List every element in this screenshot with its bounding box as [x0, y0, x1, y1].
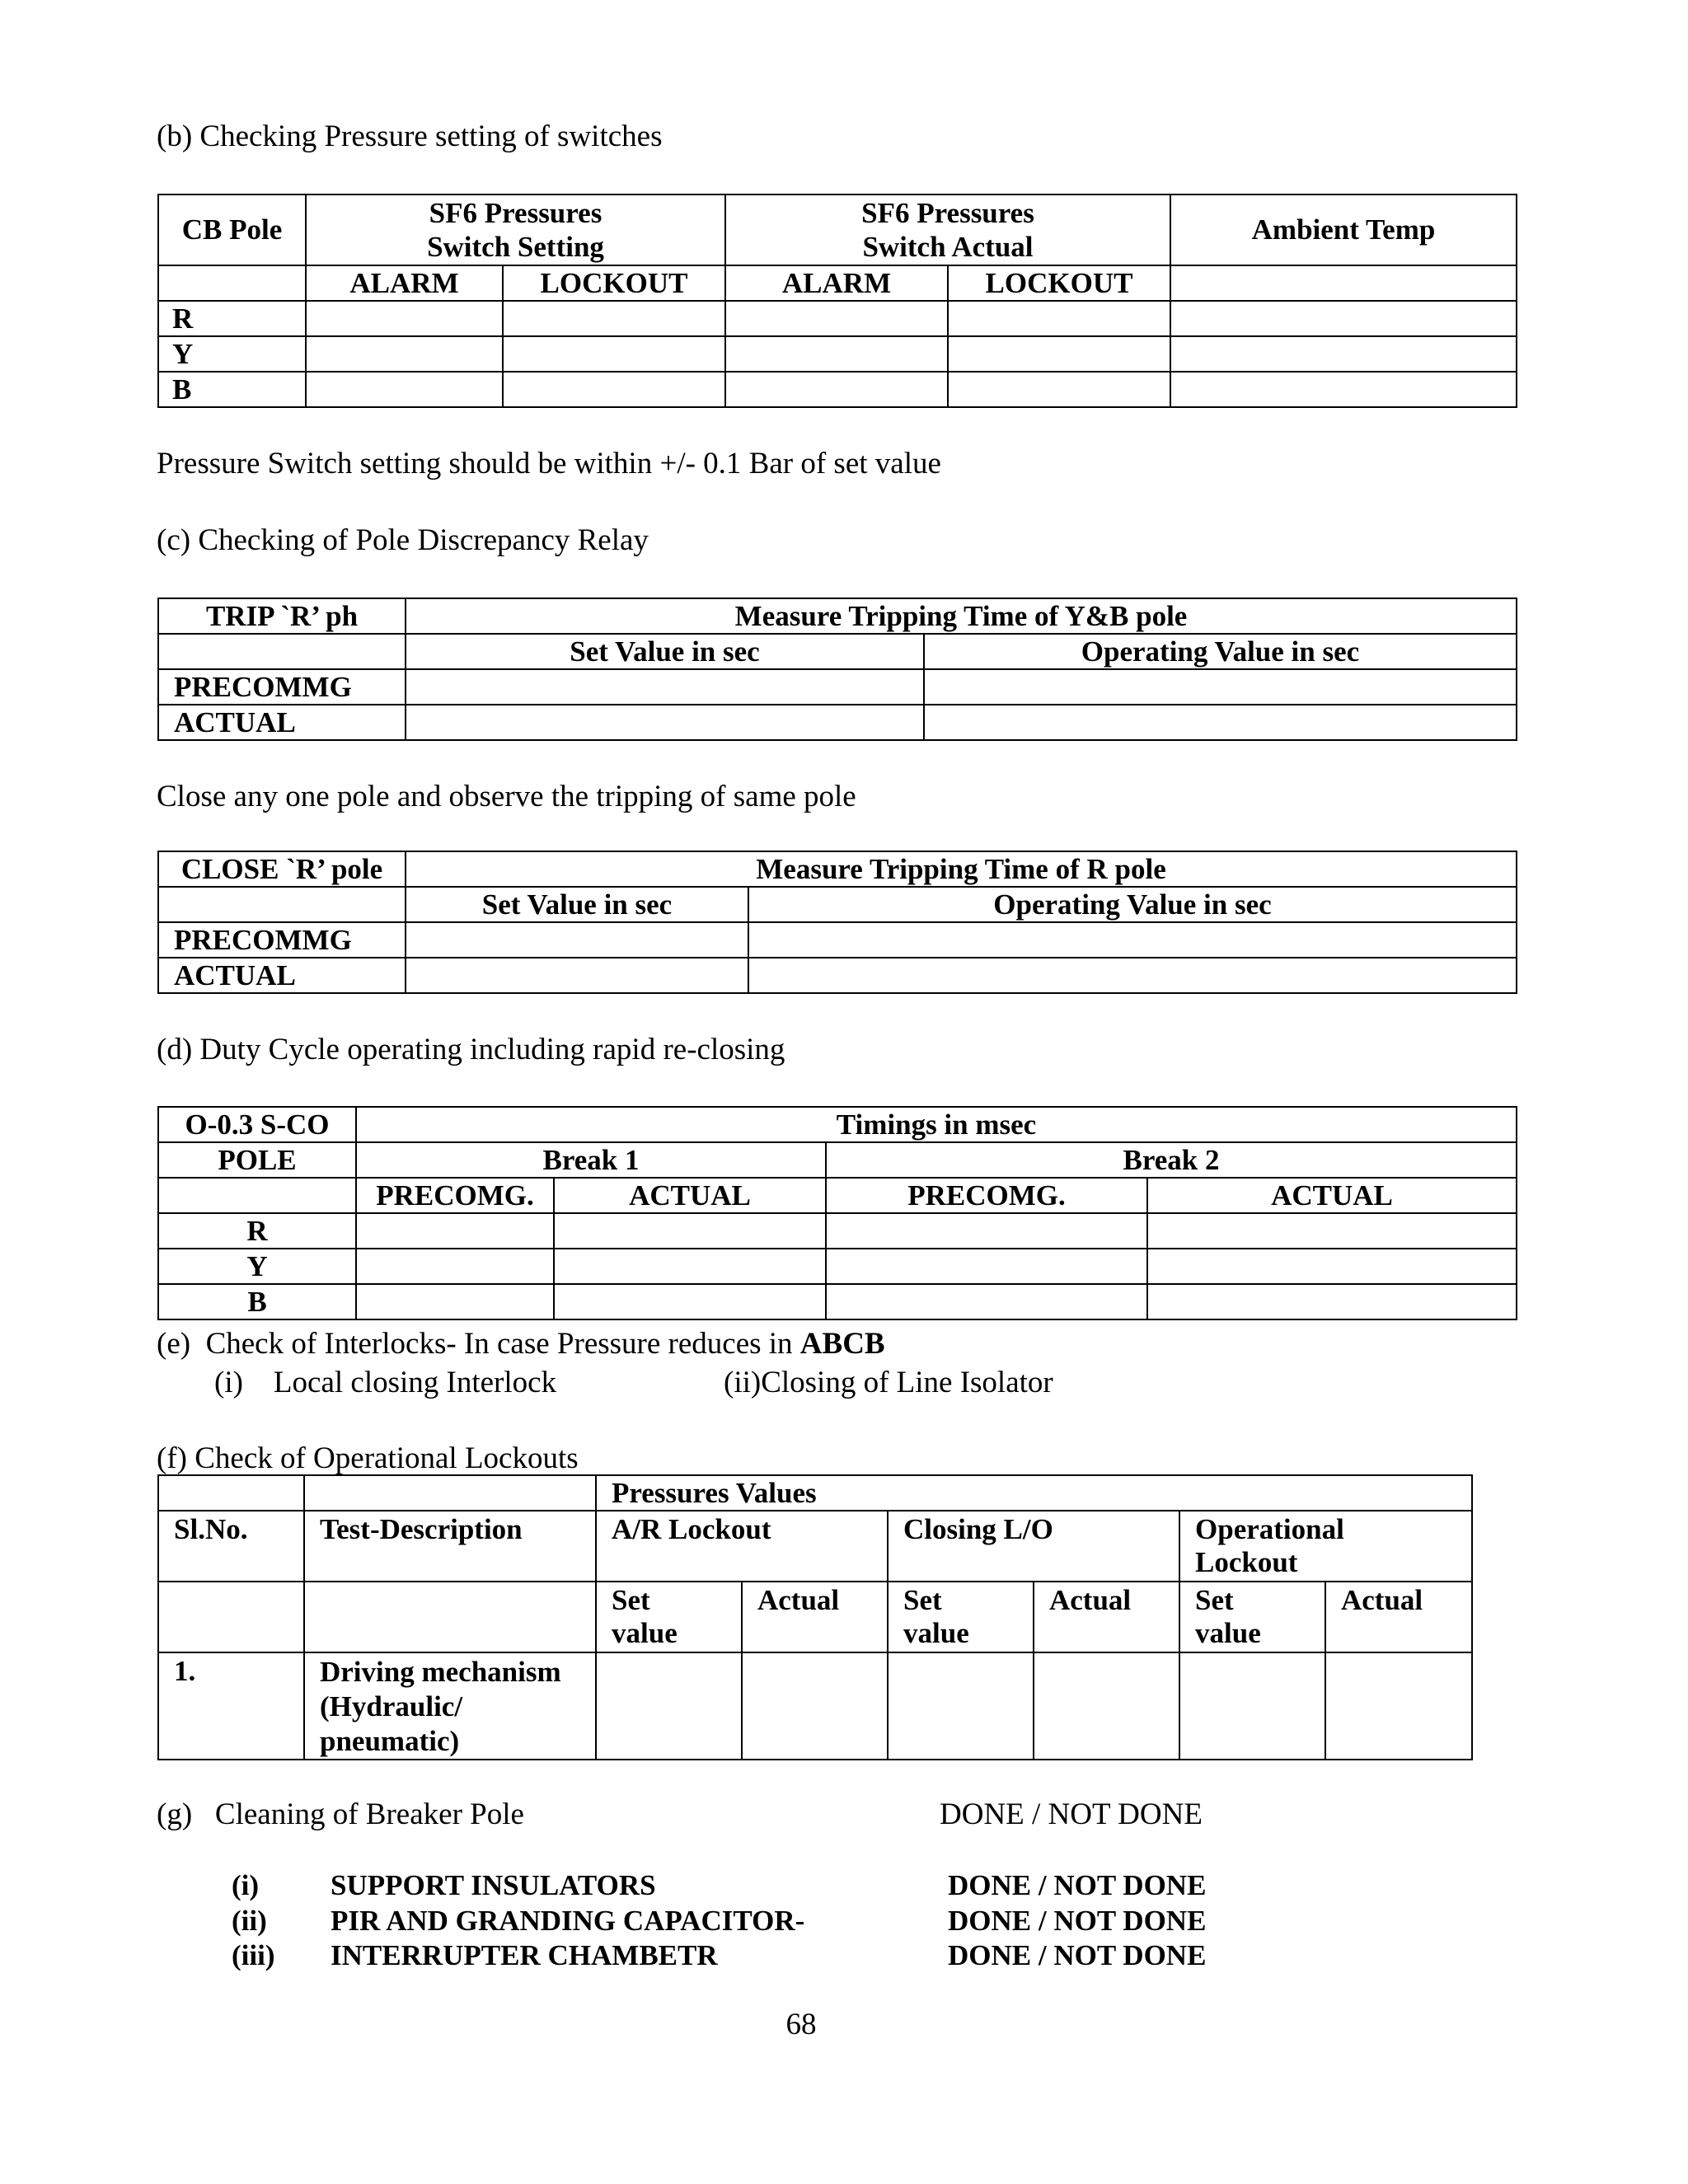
- row-label: R: [158, 301, 306, 336]
- input-cell[interactable]: [748, 922, 1517, 958]
- table-cell: [158, 1582, 304, 1652]
- header-actual: Actual: [1034, 1582, 1179, 1652]
- table-row: [158, 669, 1517, 705]
- header-ar-lockout: A/R Lockout: [596, 1511, 888, 1582]
- input-cell[interactable]: [948, 301, 1170, 336]
- header-timings: Timings in msec: [356, 1107, 1517, 1142]
- input-cell[interactable]: [1147, 1284, 1517, 1319]
- section-g-heading: (g) Cleaning of Breaker Pole: [157, 1797, 524, 1831]
- header-operating-value: Operating Value in sec: [748, 887, 1517, 922]
- input-cell[interactable]: [725, 301, 948, 336]
- header-switch-setting: SF6 Pressures Switch Setting: [306, 194, 725, 265]
- header-precomg: PRECOMG.: [356, 1178, 554, 1213]
- section-g-status: DONE / NOT DONE: [940, 1797, 1203, 1831]
- header-pressures-values: Pressures Values: [596, 1475, 1472, 1511]
- header-measure-tripping: Measure Tripping Time of R pole: [406, 851, 1517, 887]
- table-row: [158, 922, 1517, 958]
- input-cell[interactable]: [356, 1249, 554, 1284]
- input-cell[interactable]: [406, 958, 748, 993]
- row-label: ACTUAL: [158, 705, 406, 740]
- table-cell: [1170, 265, 1517, 301]
- row-label: R: [158, 1213, 356, 1249]
- input-cell[interactable]: [554, 1213, 826, 1249]
- header-actual: Actual: [742, 1582, 888, 1652]
- header-operating-value: Operating Value in sec: [924, 634, 1517, 669]
- input-cell[interactable]: [503, 336, 725, 372]
- input-cell[interactable]: [1170, 301, 1517, 336]
- row-label: Y: [158, 1249, 356, 1284]
- input-cell[interactable]: [596, 1652, 742, 1760]
- input-cell[interactable]: [306, 372, 503, 407]
- table-row: [158, 1249, 1517, 1284]
- input-cell[interactable]: [948, 336, 1170, 372]
- header-break-2: Break 2: [826, 1142, 1517, 1178]
- input-cell[interactable]: [1170, 336, 1517, 372]
- header-cb-pole: CB Pole: [158, 194, 306, 265]
- header-actual: ACTUAL: [1147, 1178, 1517, 1213]
- header-lockout: LOCKOUT: [948, 265, 1170, 301]
- table-row: [158, 1652, 1472, 1760]
- table-row: [158, 336, 1517, 372]
- input-cell[interactable]: [742, 1652, 888, 1760]
- cleaning-item-status: DONE / NOT DONE: [948, 1905, 1207, 1937]
- header-set-value: Set value: [888, 1582, 1034, 1652]
- section-f-heading: (f) Check of Operational Lockouts: [157, 1441, 579, 1475]
- header-alarm: ALARM: [725, 265, 948, 301]
- input-cell[interactable]: [554, 1284, 826, 1319]
- cleaning-item-label: PIR AND GRANDING CAPACITOR-: [331, 1905, 805, 1937]
- header-measure-tripping: Measure Tripping Time of Y&B pole: [406, 598, 1517, 634]
- section-e-heading: (e) Check of Interlocks- In case Pressure reduces in ABCB: [157, 1327, 885, 1361]
- input-cell[interactable]: [748, 958, 1517, 993]
- table-row: [158, 1284, 1517, 1319]
- input-cell[interactable]: [356, 1284, 554, 1319]
- table-cell: [304, 1475, 596, 1511]
- input-cell[interactable]: [356, 1213, 554, 1249]
- table-row: [158, 372, 1517, 407]
- input-cell[interactable]: [924, 669, 1517, 705]
- table-cell: [158, 265, 306, 301]
- cleaning-item-label: SUPPORT INSULATORS: [331, 1869, 656, 1901]
- row-label: PRECOMMG: [158, 922, 406, 958]
- input-cell[interactable]: [826, 1284, 1147, 1319]
- header-close-r-pole: CLOSE `R’ pole: [158, 851, 406, 887]
- table-cell: [304, 1582, 596, 1652]
- cleaning-item-label: INTERRUPTER CHAMBETR: [331, 1939, 718, 1971]
- input-cell[interactable]: [725, 336, 948, 372]
- header-lockout: LOCKOUT: [503, 265, 725, 301]
- pole-discrepancy-close-table: [157, 851, 1517, 994]
- row-description: Driving mechanism (Hydraulic/ pneumatic): [304, 1652, 596, 1760]
- header-pole: POLE: [158, 1142, 356, 1178]
- input-cell[interactable]: [306, 301, 503, 336]
- section-c-note: Close any one pole and observe the tripping of same pole: [157, 780, 856, 813]
- input-cell[interactable]: [725, 372, 948, 407]
- cleaning-item-status: DONE / NOT DONE: [948, 1869, 1207, 1901]
- input-cell[interactable]: [888, 1652, 1034, 1760]
- row-label: Y: [158, 336, 306, 372]
- row-label: ACTUAL: [158, 958, 406, 993]
- input-cell[interactable]: [948, 372, 1170, 407]
- input-cell[interactable]: [826, 1249, 1147, 1284]
- cleaning-item-num: (ii): [232, 1905, 267, 1937]
- header-test-description: Test-Description: [304, 1511, 596, 1582]
- page-number: 68: [785, 2008, 817, 2041]
- table-row: [158, 705, 1517, 740]
- header-trip-r-ph: TRIP `R’ ph: [158, 598, 406, 634]
- input-cell[interactable]: [1170, 372, 1517, 407]
- cleaning-item-status: DONE / NOT DONE: [948, 1939, 1207, 1971]
- input-cell[interactable]: [1179, 1652, 1325, 1760]
- header-actual: Actual: [1325, 1582, 1472, 1652]
- pressure-switch-table: [157, 194, 1517, 408]
- interlock-item-1: (i) Local closing Interlock: [214, 1366, 557, 1399]
- input-cell[interactable]: [826, 1213, 1147, 1249]
- input-cell[interactable]: [503, 301, 725, 336]
- table-row: [158, 301, 1517, 336]
- input-cell[interactable]: [406, 922, 748, 958]
- header-ambient-temp: Ambient Temp: [1170, 194, 1517, 265]
- section-d-heading: (d) Duty Cycle operating including rapid re-closing: [157, 1033, 785, 1066]
- table-row: [158, 1213, 1517, 1249]
- input-cell[interactable]: [406, 705, 924, 740]
- table-cell: [158, 1475, 304, 1511]
- input-cell[interactable]: [406, 669, 924, 705]
- cleaning-item-num: (i): [232, 1869, 260, 1901]
- table-cell: [158, 634, 406, 669]
- duty-cycle-table: [157, 1106, 1517, 1320]
- section-b-heading: (b) Checking Pressure setting of switches: [157, 120, 663, 153]
- interlock-item-2: (ii)Closing of Line Isolator: [724, 1366, 1053, 1399]
- table-row: [158, 958, 1517, 993]
- row-label: B: [158, 372, 306, 407]
- header-set-value: Set value: [1179, 1582, 1325, 1652]
- header-set-value: Set value: [596, 1582, 742, 1652]
- input-cell[interactable]: [1147, 1213, 1517, 1249]
- header-precomg: PRECOMG.: [826, 1178, 1147, 1213]
- pole-discrepancy-trip-table: [157, 598, 1517, 741]
- input-cell[interactable]: [924, 705, 1517, 740]
- row-label: B: [158, 1284, 356, 1319]
- input-cell[interactable]: [1034, 1652, 1179, 1760]
- operational-lockouts-table: [157, 1474, 1473, 1760]
- input-cell[interactable]: [1147, 1249, 1517, 1284]
- section-b-note: Pressure Switch setting should be within +/- 0.1 Bar of set value: [157, 447, 941, 480]
- row-label: PRECOMMG: [158, 669, 406, 705]
- cleaning-item-num: (iii): [232, 1939, 275, 1971]
- input-cell[interactable]: [1325, 1652, 1472, 1760]
- header-break-1: Break 1: [356, 1142, 826, 1178]
- header-switch-actual: SF6 Pressures Switch Actual: [725, 194, 1170, 265]
- header-alarm: ALARM: [306, 265, 503, 301]
- header-actual: ACTUAL: [554, 1178, 826, 1213]
- header-sl-no: Sl.No.: [158, 1511, 304, 1582]
- input-cell[interactable]: [554, 1249, 826, 1284]
- header-operational-lockout: Operational Lockout: [1179, 1511, 1472, 1582]
- input-cell[interactable]: [306, 336, 503, 372]
- header-cycle: O-0.3 S-CO: [158, 1107, 356, 1142]
- table-cell: [158, 887, 406, 922]
- row-number: 1.: [158, 1652, 304, 1760]
- table-cell: [158, 1178, 356, 1213]
- header-set-value: Set Value in sec: [406, 887, 748, 922]
- header-set-value: Set Value in sec: [406, 634, 924, 669]
- input-cell[interactable]: [503, 372, 725, 407]
- header-closing-lo: Closing L/O: [888, 1511, 1179, 1582]
- section-c-heading: (c) Checking of Pole Discrepancy Relay: [157, 523, 649, 557]
